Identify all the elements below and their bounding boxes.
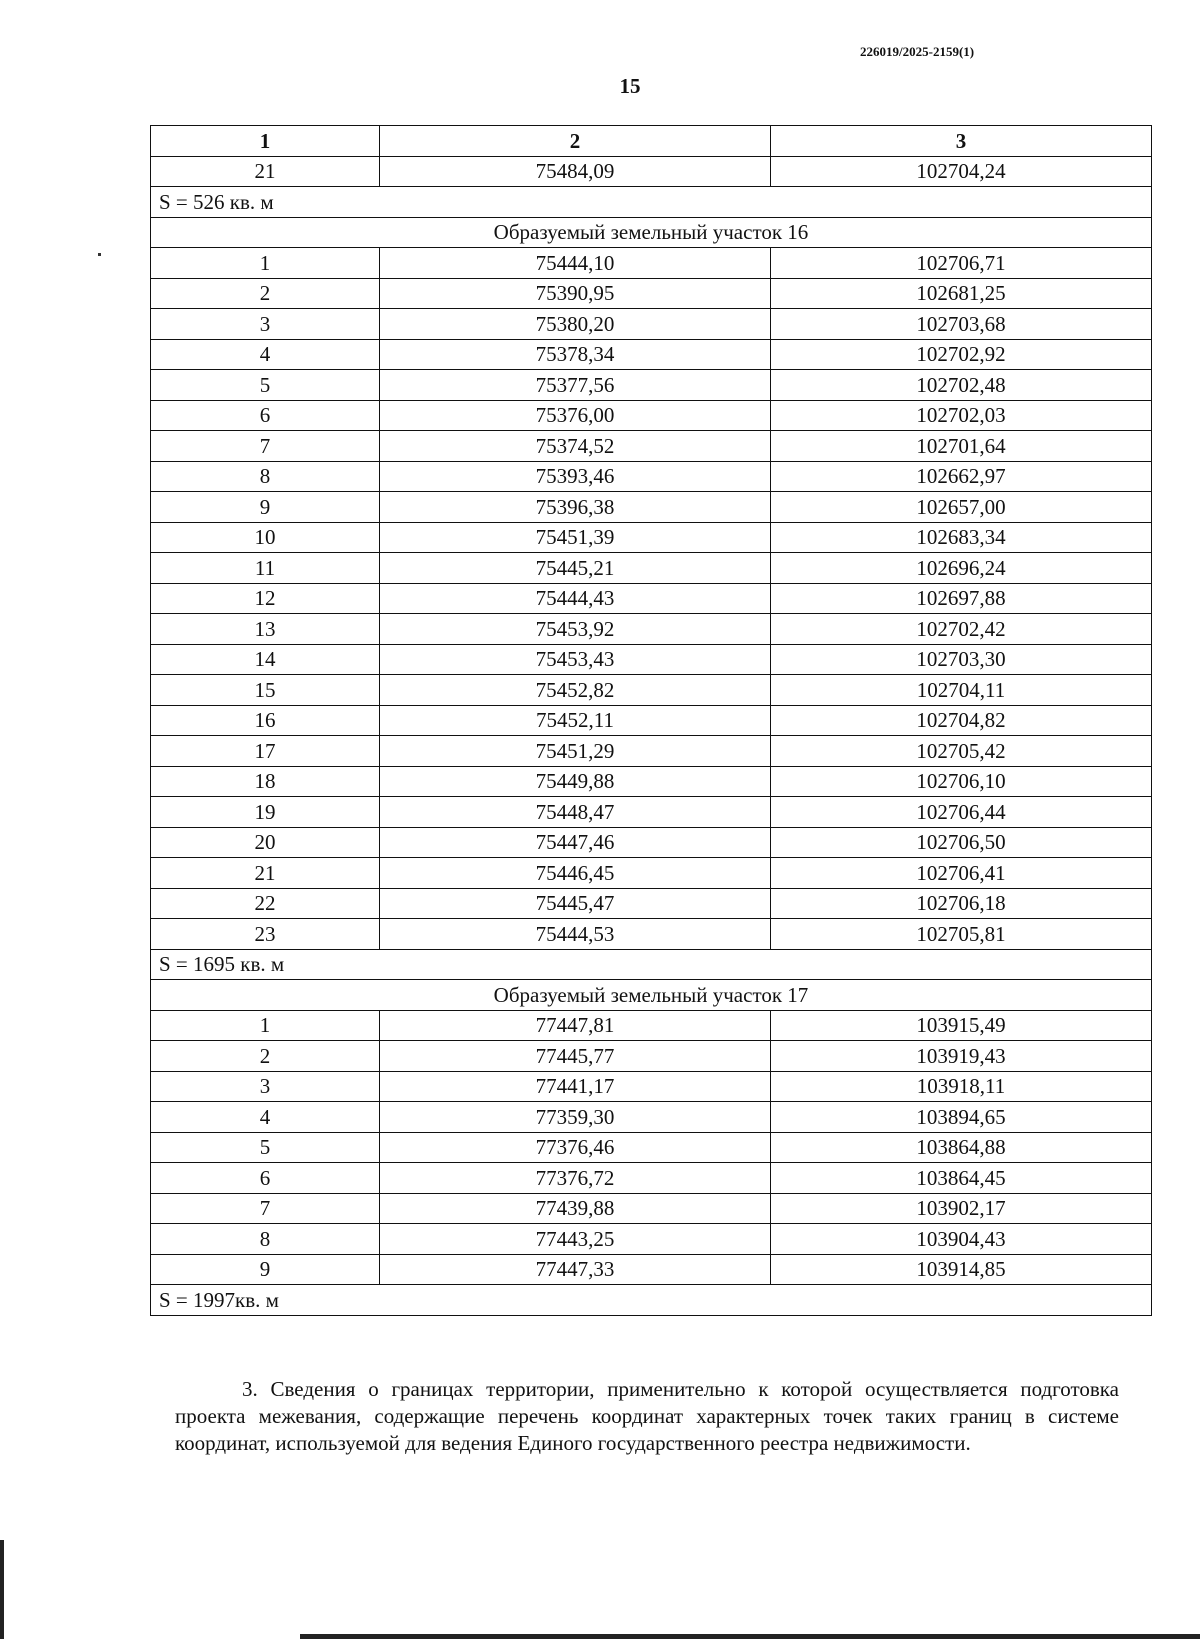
x-coordinate-cell: 77359,30 xyxy=(380,1102,771,1133)
area-value: S = 1695 кв. м xyxy=(151,949,1152,980)
table-row xyxy=(151,553,1152,584)
table-row xyxy=(151,736,1152,767)
point-number-cell: 21 xyxy=(151,858,380,889)
x-coordinate-cell: 75377,56 xyxy=(380,370,771,401)
table-row xyxy=(151,1193,1152,1224)
point-number-cell: 17 xyxy=(151,736,380,767)
y-coordinate-cell: 102697,88 xyxy=(771,583,1152,614)
point-number-cell: 14 xyxy=(151,644,380,675)
table-row xyxy=(151,309,1152,340)
table-row xyxy=(151,919,1152,950)
point-number-cell: 11 xyxy=(151,553,380,584)
area-row xyxy=(151,949,1152,980)
table-header-row xyxy=(151,126,1152,157)
document-number: 226019/2025-2159(1) xyxy=(860,44,975,59)
scan-edge-bottom xyxy=(300,1634,1200,1639)
x-coordinate-cell: 75444,10 xyxy=(380,248,771,279)
y-coordinate-cell: 103894,65 xyxy=(771,1102,1152,1133)
point-number-cell: 2 xyxy=(151,278,380,309)
table-row xyxy=(151,675,1152,706)
y-coordinate-cell: 102706,71 xyxy=(771,248,1152,279)
x-coordinate-cell: 75445,47 xyxy=(380,888,771,919)
point-number-cell: 3 xyxy=(151,309,380,340)
table-row xyxy=(151,858,1152,889)
y-coordinate-cell: 102703,68 xyxy=(771,309,1152,340)
x-coordinate-cell: 77376,72 xyxy=(380,1163,771,1194)
y-coordinate-cell: 102706,10 xyxy=(771,766,1152,797)
point-number-cell: 12 xyxy=(151,583,380,614)
x-coordinate-cell: 75452,11 xyxy=(380,705,771,736)
table-row xyxy=(151,492,1152,523)
x-coordinate-cell: 77447,81 xyxy=(380,1010,771,1041)
y-coordinate-cell: 102696,24 xyxy=(771,553,1152,584)
y-coordinate-cell: 103914,85 xyxy=(771,1254,1152,1285)
page-number: 15 xyxy=(619,74,641,98)
x-coordinate-cell: 77443,25 xyxy=(380,1224,771,1255)
x-coordinate-cell: 75446,45 xyxy=(380,858,771,889)
coordinates-table xyxy=(150,125,1152,1316)
header-cell-1: 1 xyxy=(151,126,380,157)
y-coordinate-cell: 102705,81 xyxy=(771,919,1152,950)
point-number-cell: 7 xyxy=(151,1193,380,1224)
x-coordinate-cell: 75444,43 xyxy=(380,583,771,614)
table-row xyxy=(151,278,1152,309)
area-row xyxy=(151,187,1152,218)
scan-edge-left xyxy=(0,1540,4,1639)
x-coordinate-cell: 75378,34 xyxy=(380,339,771,370)
x-coordinate-cell: 77445,77 xyxy=(380,1041,771,1072)
y-coordinate-cell: 102702,03 xyxy=(771,400,1152,431)
x-coordinate-cell: 77376,46 xyxy=(380,1132,771,1163)
y-coordinate-cell: 102706,18 xyxy=(771,888,1152,919)
point-number-cell: 10 xyxy=(151,522,380,553)
point-number-cell: 6 xyxy=(151,400,380,431)
x-coordinate-cell: 75484,09 xyxy=(380,156,771,187)
header-cell-2: 2 xyxy=(380,126,771,157)
x-coordinate-cell: 75453,43 xyxy=(380,644,771,675)
y-coordinate-cell: 102657,00 xyxy=(771,492,1152,523)
section-title-row xyxy=(151,980,1152,1011)
point-number-cell: 15 xyxy=(151,675,380,706)
y-coordinate-cell: 102704,24 xyxy=(771,156,1152,187)
table-row xyxy=(151,400,1152,431)
section-title: Образуемый земельный участок 16 xyxy=(151,217,1152,248)
y-coordinate-cell: 102706,44 xyxy=(771,797,1152,828)
table-row xyxy=(151,248,1152,279)
x-coordinate-cell: 75448,47 xyxy=(380,797,771,828)
y-coordinate-cell: 102704,82 xyxy=(771,705,1152,736)
section-title-row xyxy=(151,217,1152,248)
y-coordinate-cell: 102683,34 xyxy=(771,522,1152,553)
x-coordinate-cell: 77447,33 xyxy=(380,1254,771,1285)
x-coordinate-cell: 75445,21 xyxy=(380,553,771,584)
header-cell-3: 3 xyxy=(771,126,1152,157)
y-coordinate-cell: 103918,11 xyxy=(771,1071,1152,1102)
x-coordinate-cell: 75396,38 xyxy=(380,492,771,523)
table-row xyxy=(151,1102,1152,1133)
table-row xyxy=(151,370,1152,401)
scan-artifact-dot xyxy=(98,253,101,256)
y-coordinate-cell: 102701,64 xyxy=(771,431,1152,462)
section-title: Образуемый земельный участок 17 xyxy=(151,980,1152,1011)
point-number-cell: 9 xyxy=(151,492,380,523)
table-row xyxy=(151,1254,1152,1285)
point-number-cell: 3 xyxy=(151,1071,380,1102)
y-coordinate-cell: 103902,17 xyxy=(771,1193,1152,1224)
table-row xyxy=(151,339,1152,370)
table-row xyxy=(151,827,1152,858)
y-coordinate-cell: 102706,50 xyxy=(771,827,1152,858)
y-coordinate-cell: 102662,97 xyxy=(771,461,1152,492)
point-number-cell: 23 xyxy=(151,919,380,950)
y-coordinate-cell: 103915,49 xyxy=(771,1010,1152,1041)
point-number-cell: 19 xyxy=(151,797,380,828)
y-coordinate-cell: 102704,11 xyxy=(771,675,1152,706)
y-coordinate-cell: 102702,48 xyxy=(771,370,1152,401)
table-row xyxy=(151,797,1152,828)
table-row xyxy=(151,1163,1152,1194)
y-coordinate-cell: 103864,45 xyxy=(771,1163,1152,1194)
y-coordinate-cell: 102705,42 xyxy=(771,736,1152,767)
x-coordinate-cell: 77441,17 xyxy=(380,1071,771,1102)
table-row xyxy=(151,461,1152,492)
table-row xyxy=(151,583,1152,614)
point-number-cell: 1 xyxy=(151,1010,380,1041)
table-row xyxy=(151,644,1152,675)
x-coordinate-cell: 77439,88 xyxy=(380,1193,771,1224)
point-number-cell: 21 xyxy=(151,156,380,187)
table-row xyxy=(151,888,1152,919)
y-coordinate-cell: 103919,43 xyxy=(771,1041,1152,1072)
table-row xyxy=(151,522,1152,553)
table-row xyxy=(151,156,1152,187)
x-coordinate-cell: 75452,82 xyxy=(380,675,771,706)
area-row xyxy=(151,1285,1152,1316)
point-number-cell: 4 xyxy=(151,1102,380,1133)
x-coordinate-cell: 75393,46 xyxy=(380,461,771,492)
table-row xyxy=(151,1041,1152,1072)
x-coordinate-cell: 75374,52 xyxy=(380,431,771,462)
table-row xyxy=(151,705,1152,736)
point-number-cell: 13 xyxy=(151,614,380,645)
section-3-paragraph: 3. Сведения о границах территории, применительно к которой осуществляется подготовка проекта межевания, содержащие перечень координат характерных точек таких границ в системе координат, используемой для ведения Единого государственного реестра недвижимости. xyxy=(175,1377,1119,1455)
point-number-cell: 1 xyxy=(151,248,380,279)
point-number-cell: 8 xyxy=(151,1224,380,1255)
x-coordinate-cell: 75453,92 xyxy=(380,614,771,645)
y-coordinate-cell: 102702,42 xyxy=(771,614,1152,645)
y-coordinate-cell: 102703,30 xyxy=(771,644,1152,675)
table-row xyxy=(151,614,1152,645)
x-coordinate-cell: 75380,20 xyxy=(380,309,771,340)
point-number-cell: 2 xyxy=(151,1041,380,1072)
point-number-cell: 22 xyxy=(151,888,380,919)
point-number-cell: 20 xyxy=(151,827,380,858)
x-coordinate-cell: 75451,29 xyxy=(380,736,771,767)
point-number-cell: 5 xyxy=(151,370,380,401)
x-coordinate-cell: 75376,00 xyxy=(380,400,771,431)
table-row xyxy=(151,766,1152,797)
area-value: S = 1997кв. м xyxy=(151,1285,1152,1316)
x-coordinate-cell: 75444,53 xyxy=(380,919,771,950)
point-number-cell: 8 xyxy=(151,461,380,492)
table-row xyxy=(151,1224,1152,1255)
point-number-cell: 5 xyxy=(151,1132,380,1163)
point-number-cell: 9 xyxy=(151,1254,380,1285)
point-number-cell: 6 xyxy=(151,1163,380,1194)
point-number-cell: 16 xyxy=(151,705,380,736)
x-coordinate-cell: 75449,88 xyxy=(380,766,771,797)
table-row xyxy=(151,431,1152,462)
point-number-cell: 4 xyxy=(151,339,380,370)
y-coordinate-cell: 102706,41 xyxy=(771,858,1152,889)
y-coordinate-cell: 102681,25 xyxy=(771,278,1152,309)
table-row xyxy=(151,1010,1152,1041)
y-coordinate-cell: 102702,92 xyxy=(771,339,1152,370)
table-row xyxy=(151,1132,1152,1163)
x-coordinate-cell: 75447,46 xyxy=(380,827,771,858)
x-coordinate-cell: 75390,95 xyxy=(380,278,771,309)
point-number-cell: 18 xyxy=(151,766,380,797)
y-coordinate-cell: 103864,88 xyxy=(771,1132,1152,1163)
area-value: S = 526 кв. м xyxy=(151,187,1152,218)
point-number-cell: 7 xyxy=(151,431,380,462)
table-row xyxy=(151,1071,1152,1102)
x-coordinate-cell: 75451,39 xyxy=(380,522,771,553)
y-coordinate-cell: 103904,43 xyxy=(771,1224,1152,1255)
